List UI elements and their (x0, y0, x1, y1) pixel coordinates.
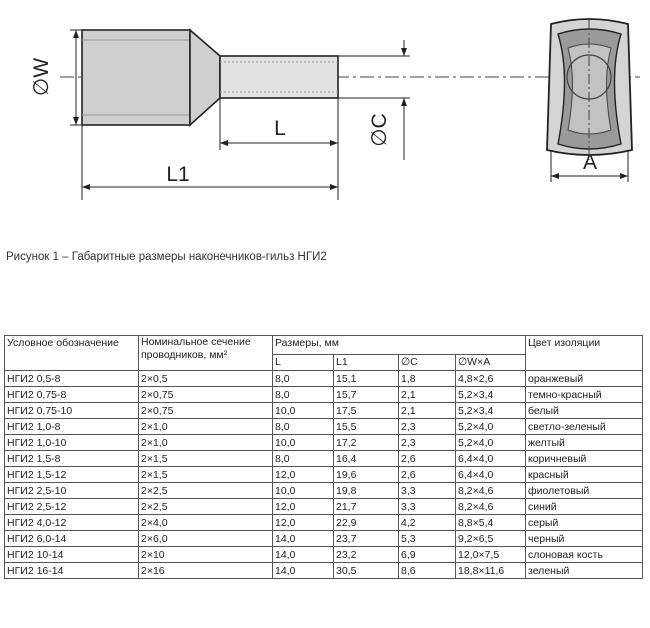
cell-c: 5,3 (399, 531, 456, 547)
cell-c: 3,3 (399, 483, 456, 499)
table-row (5, 435, 643, 451)
cell-wa: 8,2×4,6 (456, 499, 526, 515)
cell-designation: НГИ2 0,75-8 (5, 387, 139, 403)
cell-l1: 17,2 (334, 435, 399, 451)
cell-designation: НГИ2 0,5-8 (5, 371, 139, 387)
cell-color: темно-красный (526, 387, 643, 403)
cell-wa: 5,2×4,0 (456, 419, 526, 435)
w-label: ∅W (30, 57, 53, 97)
l-arrow-right (330, 140, 338, 146)
w-arrow-bottom (73, 117, 79, 125)
cell-l1: 15,5 (334, 419, 399, 435)
cell-l: 8,0 (273, 451, 334, 467)
table-body (5, 371, 643, 579)
cell-l: 10,0 (273, 435, 334, 451)
insulation-collar (82, 30, 190, 125)
cell-wa: 5,2×3,4 (456, 403, 526, 419)
table-row (5, 467, 643, 483)
cell-designation: НГИ2 2,5-12 (5, 499, 139, 515)
cell-l: 12,0 (273, 515, 334, 531)
cell-l1: 23,2 (334, 547, 399, 563)
cell-color: оранжевый (526, 371, 643, 387)
cell-l1: 23,7 (334, 531, 399, 547)
cell-designation: НГИ2 4,0-12 (5, 515, 139, 531)
cell-color: белый (526, 403, 643, 419)
cell-section: 2×4,0 (139, 515, 273, 531)
table-row (5, 451, 643, 467)
cell-l: 8,0 (273, 387, 334, 403)
c-label: ∅C (368, 113, 391, 147)
cell-l: 8,0 (273, 419, 334, 435)
cell-color: синий (526, 499, 643, 515)
cell-section: 2×0,75 (139, 403, 273, 419)
header-c: ∅C (399, 355, 456, 371)
header-l1: L1 (334, 355, 399, 371)
header-l: L (273, 355, 334, 371)
cell-color: серый (526, 515, 643, 531)
header-wa: ∅W×A (456, 355, 526, 371)
cell-l: 14,0 (273, 531, 334, 547)
cell-c: 2,3 (399, 435, 456, 451)
a-arrow-right (620, 173, 628, 179)
cell-c: 4,2 (399, 515, 456, 531)
cell-section: 2×2,5 (139, 499, 273, 515)
cell-l: 14,0 (273, 547, 334, 563)
cell-section: 2×1,0 (139, 419, 273, 435)
cell-c: 2,3 (399, 419, 456, 435)
cell-color: желтый (526, 435, 643, 451)
l-arrow-left (220, 140, 228, 146)
cell-l: 12,0 (273, 499, 334, 515)
cell-l: 12,0 (273, 467, 334, 483)
cell-section: 2×6,0 (139, 531, 273, 547)
cell-l1: 15,1 (334, 371, 399, 387)
cell-l1: 22,9 (334, 515, 399, 531)
cell-color: красный (526, 467, 643, 483)
cell-l: 8,0 (273, 371, 334, 387)
table-header-row (5, 336, 643, 355)
cell-l1: 30,5 (334, 563, 399, 579)
table-row (5, 483, 643, 499)
cell-c: 2,6 (399, 451, 456, 467)
cell-section: 2×16 (139, 563, 273, 579)
cell-color: слоновая кость (526, 547, 643, 563)
cell-wa: 5,2×4,0 (456, 435, 526, 451)
c-arrow-bottom (401, 98, 407, 106)
cell-wa: 5,2×3,4 (456, 387, 526, 403)
cell-wa: 8,8×5,4 (456, 515, 526, 531)
ferrule-spec-table (4, 335, 643, 579)
table-row (5, 547, 643, 563)
cell-designation: НГИ2 1,0-8 (5, 419, 139, 435)
table-row (5, 531, 643, 547)
cell-l: 10,0 (273, 403, 334, 419)
cell-color: светло-зеленый (526, 419, 643, 435)
table-row (5, 499, 643, 515)
collar-taper (190, 30, 220, 125)
cell-wa: 6,4×4,0 (456, 451, 526, 467)
l-label: L (274, 117, 286, 140)
a-label: A (582, 151, 598, 174)
cell-designation: НГИ2 1,5-8 (5, 451, 139, 467)
l1-arrow-right (330, 184, 338, 190)
cell-wa: 8,2×4,6 (456, 483, 526, 499)
cell-c: 6,9 (399, 547, 456, 563)
table-row (5, 371, 643, 387)
table-row (5, 515, 643, 531)
cell-l: 14,0 (273, 563, 334, 579)
cell-c: 2,6 (399, 467, 456, 483)
cell-designation: НГИ2 2,5-10 (5, 483, 139, 499)
header-dimensions: Размеры, мм (273, 336, 526, 355)
cell-l1: 17,5 (334, 403, 399, 419)
table-row (5, 403, 643, 419)
cell-wa: 12,0×7,5 (456, 547, 526, 563)
cell-designation: НГИ2 10-14 (5, 547, 139, 563)
cell-wa: 6,4×4,0 (456, 467, 526, 483)
cell-wa: 4,8×2,6 (456, 371, 526, 387)
cell-color: черный (526, 531, 643, 547)
cell-c: 2,1 (399, 403, 456, 419)
table-row (5, 387, 643, 403)
table-row (5, 563, 643, 579)
cell-l1: 21,7 (334, 499, 399, 515)
cell-l1: 16,4 (334, 451, 399, 467)
header-insulation-color: Цвет изоляции (526, 336, 643, 371)
cell-l1: 19,8 (334, 483, 399, 499)
cell-l1: 19,6 (334, 467, 399, 483)
cell-color: зеленый (526, 563, 643, 579)
cell-designation: НГИ2 1,5-12 (5, 467, 139, 483)
cell-designation: НГИ2 1,0-10 (5, 435, 139, 451)
cell-wa: 18,8×11,6 (456, 563, 526, 579)
l1-arrow-left (82, 184, 90, 190)
figure-caption: Рисунок 1 – Габаритные размеры наконечников-гильз НГИ2 (6, 251, 327, 263)
cell-section: 2×1,5 (139, 451, 273, 467)
cell-c: 3,3 (399, 499, 456, 515)
cell-designation: НГИ2 6,0-14 (5, 531, 139, 547)
cell-section: 2×0,75 (139, 387, 273, 403)
header-designation: Условное обозначение (5, 336, 139, 371)
cell-c: 8,6 (399, 563, 456, 579)
cell-color: коричневый (526, 451, 643, 467)
table-row (5, 419, 643, 435)
w-arrow-top (73, 30, 79, 38)
a-arrow-left (551, 173, 559, 179)
cell-section: 2×10 (139, 547, 273, 563)
l1-label: L1 (166, 163, 190, 186)
cell-l1: 15,7 (334, 387, 399, 403)
cell-c: 2,1 (399, 387, 456, 403)
header-cross-section: Номинальное сечение проводников, мм² (139, 336, 273, 371)
cell-section: 2×2,5 (139, 483, 273, 499)
cell-section: 2×1,0 (139, 435, 273, 451)
cell-designation: НГИ2 0,75-10 (5, 403, 139, 419)
cell-color: фиолетовый (526, 483, 643, 499)
cell-c: 1,8 (399, 371, 456, 387)
cell-designation: НГИ2 16-14 (5, 563, 139, 579)
cell-section: 2×1,5 (139, 467, 273, 483)
ferrule-dimension-drawing (0, 0, 650, 240)
c-arrow-top (401, 48, 407, 56)
cell-wa: 9,2×6,5 (456, 531, 526, 547)
cell-l: 10,0 (273, 483, 334, 499)
cell-section: 2×0,5 (139, 371, 273, 387)
